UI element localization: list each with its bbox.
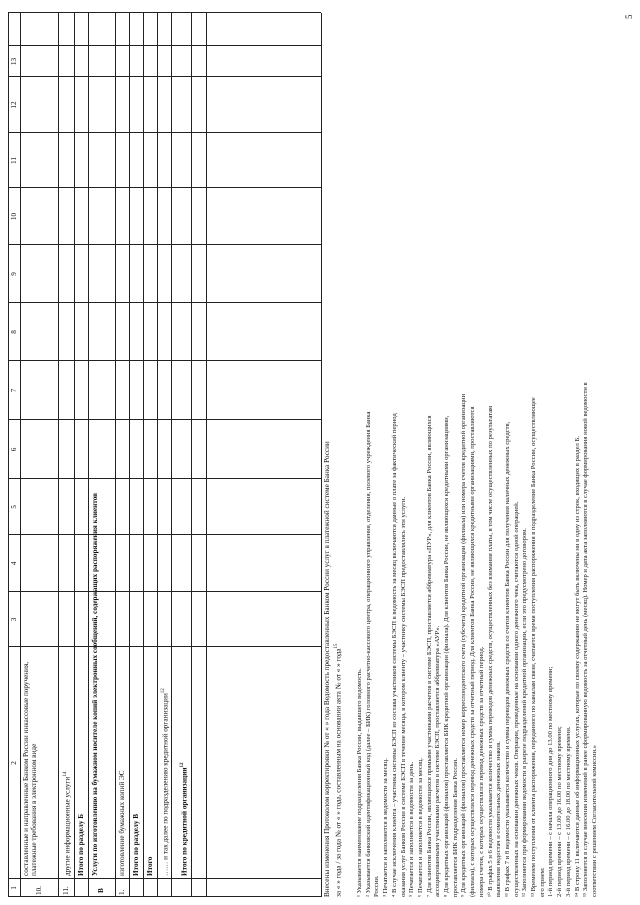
footnote-line: 1-й период времени – с начала операционного дня до 13.00 по местному времени;: [547, 666, 555, 897]
column-number: 1: [10, 886, 18, 890]
table-line: [8, 878, 321, 879]
footnote-line: ¹³ Временем поступления от клиента распоряжения, переданного по каналам связи, считается время поступления распоряжения в подразделение Банка России, осуществляющее: [530, 397, 538, 897]
section-total-v: Итого по разделу В: [132, 813, 140, 876]
etc-row: [160, 476, 170, 876]
correction-line-2: [332, 13, 343, 897]
footnote-line: ¹¹ В графах 7 и 8 ведомости указывается количество и сумма переводов денежных средств со счетов клиентов Банка России для получения наличных денежных средств,: [503, 421, 511, 897]
footnote-line: осуществленных на основании денежных чеков. Операции, проведенные на основании одного денежного чека, считаются одной операцией.: [512, 501, 520, 897]
column-number: 13: [10, 57, 18, 66]
table-line: [321, 13, 322, 897]
footnote-line: ⁴ В случае исключения клиента – участника системы БЭСП из состава участников системы БЭСП в ведомость за месяц включаются данные о плате за фактический период: [390, 413, 398, 897]
footnote-ref: 14: [63, 771, 68, 777]
column-number: 7: [10, 388, 18, 393]
table-line: [8, 45, 321, 46]
section-total-b: Итого по разделу Б: [77, 814, 85, 876]
grand-total: Итого: [146, 856, 154, 876]
column-number: 12: [10, 101, 18, 109]
column-number: 5: [10, 505, 18, 509]
table-line: [8, 419, 321, 420]
table-line: [8, 187, 321, 188]
footnote-line: его прием:: [538, 867, 546, 897]
footnote-line: (филиала), с которых осуществлялся перевод денежных средств за отчетный период. Для клиентов Банка России, не являющихся кредитными организациями, проставляются: [469, 406, 477, 897]
row-number: 1.: [118, 889, 126, 895]
column-number: 10: [10, 212, 18, 221]
column-number: 3: [10, 617, 18, 622]
row-label: составленные и направленные Банком России инкассовые поручения, платежные требования в электронном виде: [22, 661, 39, 876]
footnote-line: ¹⁴ В строку 11 включаются данные об информационных услугах, которые по своему содержанию не могут быть включены ни в одну из строк, входящих в раздел Б.: [573, 436, 581, 897]
correction-block: [323, 13, 343, 897]
column-number: 8: [10, 330, 18, 334]
table-line: [171, 13, 172, 897]
footnote-ref: 15: [334, 643, 339, 649]
row-number: 11.: [62, 886, 70, 895]
table-line: [8, 896, 321, 897]
etc-row-text: …… и так далее по подразделению кредитной организации: [161, 693, 170, 876]
footnote-line: 3-й период времени – с 16.00 до 18.00 по местному времени.: [564, 726, 572, 897]
footnote-line: ¹² Заполняется при формировании ведомости в разрезе подразделений кредитной организации, если это предусмотрено договором.: [521, 528, 529, 897]
table-line: [8, 360, 321, 361]
table-line: [8, 13, 9, 897]
footnote-line: 2-й период времени – с 13.00 до 16.00 по местному времени;: [556, 726, 564, 897]
table-line: [8, 12, 321, 13]
row-label-text: другие информационные услуги: [63, 776, 72, 876]
table-line: [74, 13, 75, 897]
section-title: Услуги по изготовлению на бумажном носителе копий электронных сообщений, содержащих распоряжения клиентов: [91, 493, 99, 876]
footnote-line: России.: [373, 875, 381, 897]
footnote-line: ⁶ Печатается и заполняется в ведомости за месяц.: [416, 757, 424, 897]
table-line: [58, 13, 59, 897]
footnote-line: ³ Печатается и заполняется в ведомости за месяц.: [382, 758, 390, 897]
correction-line-1: Внесены изменения Протоколом корректировки № от « » года Ведомость предоставленных Банком России услуг в платежной системе Банка России: [323, 441, 331, 897]
footnote-line: ⁹ Для кредитных организаций (филиалов) проставляется номер корреспондентского счета (субсчета) кредитной организации (филиала) или номера счетов кредитной организации: [460, 393, 468, 897]
table-line: [143, 13, 144, 897]
footnote-line: соответствии с решением Согласительной комиссии.»: [590, 745, 598, 897]
row-label: [62, 650, 72, 876]
table-line: [8, 244, 321, 245]
footnote-line: ассоциированными участниками расчетов в системе БЭСП, проставляется аббревиатура «АУР».: [434, 625, 442, 897]
row-label: изготовление бумажных копий ЭС: [118, 770, 126, 876]
footnote-line: ⁵ Печатается и заполняется в ведомости за день.: [408, 761, 416, 897]
footnote-line: ⁸ Для кредитных организаций (филиалов) проставляется БИК кредитной организации (филиала). Для клиентов Банка России, не являющихся кредитными организациями,: [443, 415, 451, 897]
footnote-line: оказания услуг Банком России в системе БЭСП в течение месяца, в котором клиенту – участнику системы БЭСП предоставлялись эти услуги.: [399, 496, 407, 897]
footnote-line: ⁷ Для клиентов Банка России, являющихся прямыми участниками расчетов в системе БЭСП, проставляется аббревиатура «ПУР», для клиентов Банка России, являющихся: [425, 415, 433, 897]
table-line: [157, 13, 158, 897]
footnote-ref: 12: [180, 762, 185, 768]
table-line: [8, 76, 321, 77]
services-table: [8, 13, 321, 897]
footnote-line: проставляется БИК подразделения Банка России.: [451, 758, 459, 897]
column-number: 9: [10, 272, 18, 276]
footnote-line: ¹⁰ В графах 5 и 6 ведомости указывается количество и сумма переводов денежных средств, осуществленных без взимания платы, в том числе осуществленных по результатам: [486, 405, 494, 897]
table-line: [88, 13, 89, 897]
column-number: 11: [10, 157, 18, 164]
column-number: 2: [10, 761, 18, 765]
credit-org-total-text: Итого по кредитной организации: [180, 767, 189, 876]
footnote-ref: 12: [161, 688, 166, 694]
table-line: [8, 302, 321, 303]
table-line: [206, 13, 207, 897]
correction-line-2-text: за « » года / за года № от « » года, составленным на основании акта № от « » года: [334, 648, 343, 897]
footnotes: [356, 13, 600, 897]
footnote-line: ¹⁵ Заполняется в случае внесения изменений в ранее сформированную ведомость за отчетный день (месяц). Номер и дата акта заполняются в случае формирования новой ведомости в: [582, 382, 590, 897]
footnote-line: номера счетов, с которых осуществлялся перевод денежных средств за отчетный период.: [477, 646, 485, 897]
column-number: 6: [10, 447, 18, 452]
credit-org-total: [179, 476, 189, 876]
footnote-line: ¹ Указывается наименование подразделения Банка России, выдавшего ведомость.: [356, 668, 363, 897]
column-number: 4: [10, 561, 18, 566]
table-line: [191, 13, 192, 897]
table-line: [115, 13, 116, 897]
page-number: 5: [624, 14, 634, 19]
table-line: [20, 13, 21, 897]
footnote-line: ² Указывается банковский идентификационный код (далее – БИК) головного расчетно-кассового центра, операционного управления, отделения, полевого учреждения Банка: [364, 411, 372, 897]
section-letter: В: [97, 888, 105, 893]
row-number: 10.: [35, 886, 43, 895]
table-line: [129, 13, 130, 897]
table-line: [8, 132, 321, 133]
footnote-line: выявления недостач и сомнительных денежных знаков.: [495, 741, 503, 897]
